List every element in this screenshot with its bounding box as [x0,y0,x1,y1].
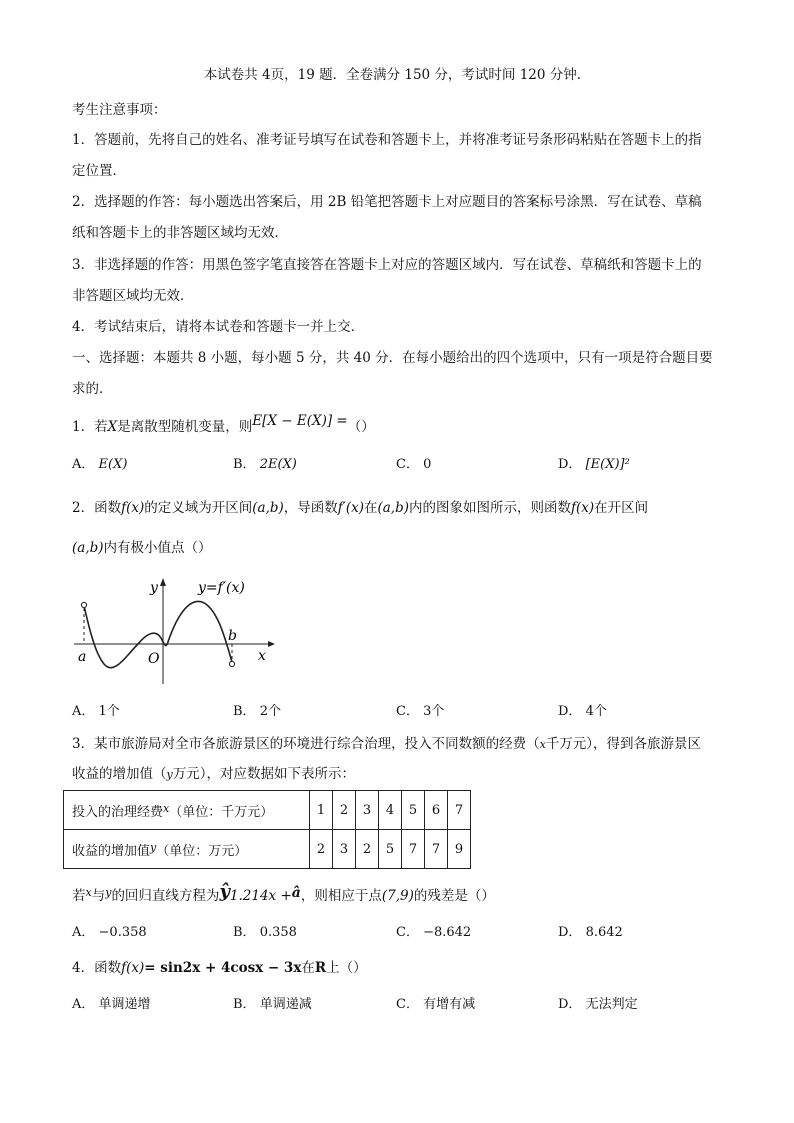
question-1-expression: E[X − E(X)] = [252,413,348,429]
question-3-option-a[interactable]: A． −0.358 [72,925,147,940]
question-2-stem-line-2: (a,b)内有极小值点（） [72,540,212,556]
table-cell: 3 [356,791,379,830]
question-4-option-d[interactable]: D． 无法判定 [558,997,638,1012]
question-1-option-b[interactable]: B． 2E(X) [233,457,297,472]
section-1-heading-line-2: 求的． [72,381,113,397]
x-axis-arrow [268,641,275,647]
question-3-stem-line-3: 若$^x$与$^y$的回归直线方程为ŷ1.214x +â，则相应于点(7,9)的残差是（） [72,881,495,904]
table-cell: 3 [333,830,356,869]
question-3-option-d[interactable]: D． 8.642 [558,925,623,940]
question-2-stem-line-1: 2．函数f(x)的定义域为开区间(a,b)，导函数f′(x)在(a,b)内的图象如图所示，则函数f(x)在开区间 [72,500,649,516]
question-2-option-a[interactable]: A． 1个 [72,704,120,719]
question-3-stem-line-2: 收益的增加值（y万元），对应数据如下表所示： [72,766,355,782]
notice-item-2-line-1: 2．选择题的作答：每小题选出答案后，用 2B 铅笔把答题卡上对应题目的答案标号涂黑．写在试卷、草稿 [72,194,702,210]
question-4-option-a[interactable]: A． 单调递增 [72,997,151,1012]
origin-label: O [148,651,160,667]
section-1-heading: 一、选择题：本题共 8 小题，每小题 5 分，共 40 分．在每小题给出的四个选项中，只有一项是符合题目要 [72,350,713,366]
question-4-option-b[interactable]: B． 单调递减 [233,997,312,1012]
table-header-revenue: 收益的增加值$^y$（单位：万元） [64,830,310,869]
table-cell: 2 [333,791,356,830]
notice-item-1-line-1: 1．答题前，先将自己的姓名、准考证号填写在试卷和答题卡上，并将准考证号条形码粘贴在答题卡上的指 [72,132,702,148]
notice-item-1-line-2: 定位置． [72,163,126,179]
table-cell: 5 [379,830,402,869]
table-cell: 9 [448,830,471,869]
exam-summary: 本试卷共 4页，19 题．全卷满分 150 分，考试时间 120 分钟． [203,67,591,83]
endpoint-b-label: b [228,628,237,644]
regression-equation: 1.214x + [229,888,292,904]
data-table [63,790,471,869]
table-cell: 4 [379,791,402,830]
a-hat-symbol: â [291,885,301,901]
notice-item-3-line-2: 非答题区域均无效． [72,288,194,304]
y-axis-arrow [160,578,166,586]
table-cell: 2 [356,830,379,869]
question-2-option-d[interactable]: D． 4个 [558,704,607,719]
question-2-option-b[interactable]: B． 2个 [233,704,281,719]
open-endpoint-a [81,602,86,607]
question-3-stem-line-1: 3．某市旅游局对全市各旅游景区的环境进行综合治理，投入不同数额的经费（x千万元），得到各旅游景区 [72,736,702,752]
y-axis-label: y [150,580,158,596]
table-cell: 6 [425,791,448,830]
question-1-stem: 1．若X是离散型随机变量，则E[X − E(X)] =（） [72,413,375,435]
table-row-funding [64,791,471,830]
notice-item-2-line-2: 纸和答题卡上的非答题区域均无效． [72,225,288,241]
y-hat-symbol: ŷ [219,881,230,902]
notice-item-4: 4．考试结束后，请将本试卷和答题卡一并上交． [72,319,365,335]
notice-item-3-line-1: 3．非选择题的作答：用黑色签字笔直接答在答题卡上对应的答题区域内．写在试卷、草稿纸和答题卡上的 [72,257,702,273]
derivative-graph [68,572,278,690]
notice-title: 考生注意事项： [72,102,167,118]
question-1-option-c[interactable]: C． 0 [396,457,432,472]
open-endpoint-b [229,661,234,666]
question-1-option-d[interactable]: D． [E(X)]² [558,457,630,472]
question-3-option-c[interactable]: C． −8.642 [396,925,472,940]
table-row-revenue [64,830,471,869]
table-header-funding: 投入的治理经费$^x$（单位：千万元） [64,791,310,830]
table-cell: 5 [402,791,425,830]
question-3-option-b[interactable]: B． 0.358 [233,925,297,940]
table-cell: 2 [310,830,333,869]
endpoint-a-label: a [78,649,87,665]
question-4-option-c[interactable]: C． 有增有减 [396,997,476,1012]
question-2-option-c[interactable]: C． 3个 [396,704,445,719]
curve-label: y=f′(x) [198,580,245,596]
x-axis-label: x [258,648,266,664]
table-cell: 7 [402,830,425,869]
question-1-option-a[interactable]: A． E(X) [72,457,128,472]
table-cell: 1 [310,791,333,830]
question-4-stem: 4．函数f(x)= sin2x + 4cosx − 3x在R上（） [72,960,367,976]
table-cell: 7 [448,791,471,830]
table-cell: 7 [425,830,448,869]
